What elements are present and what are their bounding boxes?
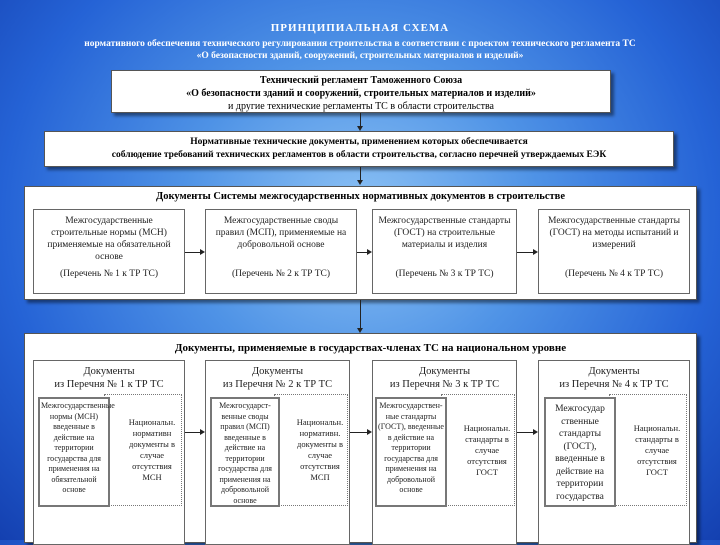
page-title: ПРИНЦИПИАЛЬНАЯ СХЕМА [270,22,450,34]
interstate-inner: Межгосударствен-ные стандарты (ГОСТ), введенные в действие на территории государства для применения на добровольной основе [375,397,447,507]
interstate-item-3 [372,209,517,294]
connector [360,113,361,127]
national-alternative: Национальн. стандарты в случае отсутствия ГОСТ [441,394,515,506]
interstate-item-1 [33,209,185,294]
interstate-inner: Межгосударст-венные своды правил (МСП) введенные в действие на территории государства для применения на добровольной основе [210,397,280,507]
arrow-right-icon [200,429,205,435]
normative-line-2: соблюдение требований технических регламентов в области строительства, согласно перечней утверждаемых ЕЭК [111,150,607,160]
interstate-inner: Межгосудар ственные стандарты (ГОСТ), введенные в действие на территории государства [544,397,616,507]
regulation-other: и другие технические регламенты ТС в области строительства [228,101,494,112]
arrow-right-icon [533,429,538,435]
item-list: из Перечня № 1 к ТР ТС [54,379,164,390]
connector [360,167,361,181]
item-list: из Перечня № 2 к ТР ТС [222,379,333,390]
interstate-item-2 [205,209,357,294]
item-head: Документы [83,366,135,377]
technical-regulation-box [111,70,611,113]
interstate-title: Документы Системы межгосударственных нормативных документов в строительстве [155,191,565,202]
national-alternative: Национальн. нормативн документы в случае отсутствия МСН [104,394,182,506]
item-list: (Перечень № 4 к ТР ТС) [564,269,664,279]
national-alternative: Национальн. нормативн. документы в случае отсутствия МСП [274,394,348,506]
item-list: из Перечня № 4 к ТР ТС [559,379,669,390]
arrow-right-icon [200,249,205,255]
interstate-item-4 [538,209,690,294]
page-subtitle-2: «О безопасности зданий, сооружений, строительных материалов и изделий» [196,51,524,61]
item-head: Документы [251,366,304,377]
item-list: (Перечень № 1 к ТР ТС) [59,269,159,279]
item-head: Документы [588,366,640,377]
item-text: Межгосударственные стандарты (ГОСТ) на методы испытаний и измерений [548,216,680,250]
item-list: (Перечень № 3 к ТР ТС) [395,269,494,279]
normative-documents-box [44,131,674,167]
national-item-2 [205,360,350,545]
arrow-right-icon [367,429,372,435]
item-head: Документы [418,366,471,377]
normative-line-1: Нормативные технические документы, применением которых обеспечивается [190,137,528,147]
item-list: (Перечень № 2 к ТР ТС) [231,269,331,279]
national-title: Документы, применяемые в государствах-членах ТС на национальном уровне [174,342,567,354]
arrow-right-icon [367,249,372,255]
regulation-title: Технический регламент Таможенного Союза [259,75,463,86]
item-text: Межгосударственные строительные нормы (МСН) применяемые на обязательной основе [47,216,171,262]
national-item-3 [372,360,517,545]
national-item-1 [33,360,185,545]
item-text: Межгосударственные своды правил (МСП), применяемые на добровольной основе [215,216,347,250]
item-text: Межгосударственные стандарты (ГОСТ) на строительные материалы и изделия [378,216,511,250]
connector [360,300,361,328]
page-subtitle: нормативного обеспечения технического регулирования строительства в соответствии с проектом технического регламента ТС [84,39,636,49]
regulation-name: «О безопасности зданий и сооружений, строительных материалов и изделий» [186,88,536,99]
item-list: из Перечня № 3 к ТР ТС [389,379,500,390]
national-item-4 [538,360,690,545]
arrow-right-icon [533,249,538,255]
national-alternative: Национальн. стандарты в случае отсутствия ГОСТ [609,394,687,506]
interstate-inner: Межгосударственные нормы (МСН) введенные в действие на территории государства для применения на обязательной основе [38,397,110,507]
arrow-down-icon [357,180,363,185]
